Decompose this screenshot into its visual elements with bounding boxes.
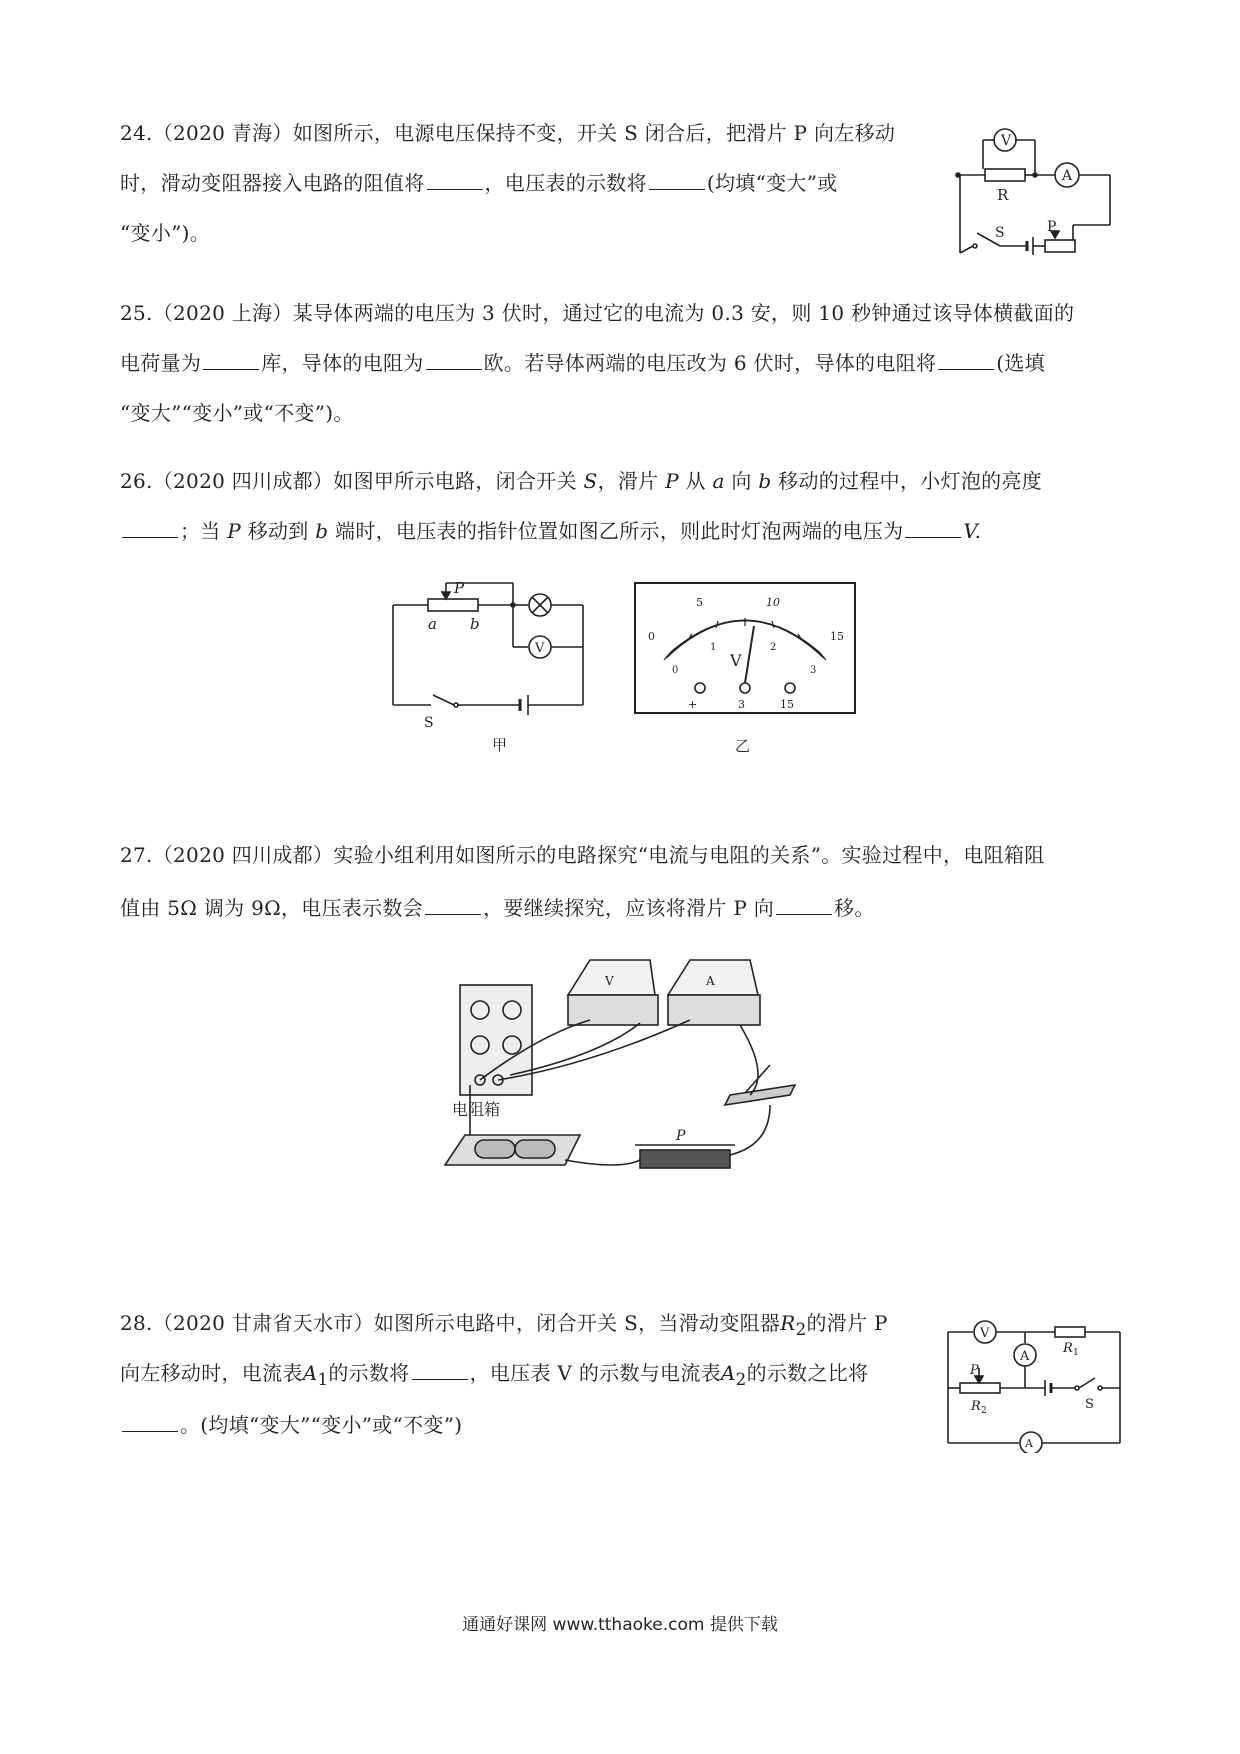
svg-text:S: S <box>1085 1397 1094 1412</box>
q28-line-1: 28.（2020 甘肃省天水市）如图所示电路中，闭合开关 S，当滑动变阻器$R_2$的滑片 P <box>120 1311 888 1339</box>
svg-text:b: b <box>470 615 480 633</box>
q24-blank-1[interactable] <box>427 169 483 190</box>
q26-circuit-jia <box>388 575 608 755</box>
svg-text:0: 0 <box>672 665 679 676</box>
q27-line-2: 值由 5Ω 调为 9Ω，电压表示数会 ，要继续探究，应该将滑片 P 向 移。 <box>120 896 875 920</box>
q27-blank-1[interactable] <box>425 894 481 915</box>
q27-resistance-box <box>460 985 532 1095</box>
svg-text:V: V <box>730 651 742 670</box>
q25-blank-2[interactable] <box>426 349 482 370</box>
q27-line-1: 27.（2020 四川成都）实验小组利用如图所示的电路探究“电流与电阻的关系”。实验过程中，电阻箱阻 <box>120 843 1045 867</box>
q27-blank-2[interactable] <box>776 894 832 915</box>
svg-text:3: 3 <box>738 698 745 711</box>
svg-text:P: P <box>454 579 465 597</box>
svg-text:R: R <box>997 186 1009 204</box>
svg-text:乙: 乙 <box>735 737 751 755</box>
q25-line-1: 25.（2020 上海）某导体两端的电压为 3 伏时，通过它的电流为 0.3 安，则 10 秒钟通过该导体横截面的 <box>120 301 1075 325</box>
svg-text:A: A <box>1020 1349 1030 1364</box>
svg-text:R: R <box>971 1399 981 1414</box>
svg-text:5: 5 <box>696 596 703 609</box>
q24-line-1: 24.（2020 青海）如图所示，电源电压保持不变，开关 S 闭合后，把滑片 P 向左移动 <box>120 121 896 145</box>
svg-text:V: V <box>605 974 614 988</box>
svg-text:R: R <box>1063 1341 1073 1356</box>
q25-blank-1[interactable] <box>203 349 259 370</box>
q28-blank-1[interactable] <box>412 1359 468 1380</box>
svg-text:电阻箱: 电阻箱 <box>452 1100 501 1119</box>
svg-text:S: S <box>424 715 434 731</box>
svg-text:10: 10 <box>766 596 780 609</box>
q24-circuit-diagram <box>955 125 1135 260</box>
svg-text:a: a <box>428 615 437 633</box>
svg-text:A: A <box>1062 168 1073 184</box>
q27-switch <box>725 1085 795 1105</box>
q28-blank-2[interactable] <box>122 1411 178 1432</box>
q28-line-2: 向左移动时，电流表$A_1$的示数将 ，电压表 V 的示数与电流表$A_2$的示数之比将 <box>120 1361 869 1389</box>
q27-rheostat <box>640 1150 730 1168</box>
svg-text:S: S <box>995 225 1005 241</box>
svg-text:3: 3 <box>810 665 817 676</box>
q24-blank-2[interactable] <box>649 169 705 190</box>
svg-text:A: A <box>706 974 715 988</box>
svg-text:15: 15 <box>830 630 844 643</box>
svg-text:甲: 甲 <box>492 736 508 754</box>
q26-line-2: ；当 P 移动到 b 端时，电压表的指针位置如图乙所示，则此时灯泡两端的电压为 V. <box>120 516 981 546</box>
svg-text:V: V <box>980 1326 990 1341</box>
q28-line-3: 。(均填“变大”“变小”或“不变”) <box>120 1410 462 1440</box>
svg-text:0: 0 <box>648 630 655 643</box>
svg-text:2: 2 <box>981 1406 987 1416</box>
q24-line-3: “变小”)。 <box>120 221 211 245</box>
svg-text:P: P <box>1047 219 1057 235</box>
q25-line-3: “变大”“变小”或“不变”)。 <box>120 401 354 425</box>
svg-text:1: 1 <box>1073 1348 1079 1358</box>
page-footer: 通通好课网 www.tthaoke.com 提供下载 <box>462 1615 778 1635</box>
svg-text:A: A <box>1025 1437 1033 1450</box>
svg-text:V: V <box>1001 133 1012 149</box>
q25-line-2: 电荷量为 库，导体的电阻为 欧。若导体两端的电压改为 6 伏时，导体的电阻将 (选填 <box>120 351 1045 375</box>
q28-circuit-diagram <box>945 1318 1125 1453</box>
svg-text:1: 1 <box>710 642 717 653</box>
svg-text:15: 15 <box>780 698 794 711</box>
q26-blank-2[interactable] <box>905 517 961 538</box>
q25-blank-3[interactable] <box>938 349 994 370</box>
svg-text:V: V <box>535 641 545 656</box>
q26-line-1: 26.（2020 四川成都）如图甲所示电路，闭合开关 S，滑片 P 从 a 向 b 移动的过程中，小灯泡的亮度 <box>120 469 1043 493</box>
svg-text:P: P <box>676 1128 686 1144</box>
svg-text:2: 2 <box>770 642 777 653</box>
q26-voltmeter-dial-yi <box>630 578 860 758</box>
svg-text:+: + <box>688 698 698 711</box>
q27-experiment-apparatus <box>440 955 810 1195</box>
svg-text:P: P <box>970 1363 979 1378</box>
q24-line-2: 时，滑动变阻器接入电路的阻值将 ，电压表的示数将 (均填“变大”或 <box>120 171 838 195</box>
q26-blank-1[interactable] <box>122 517 178 538</box>
